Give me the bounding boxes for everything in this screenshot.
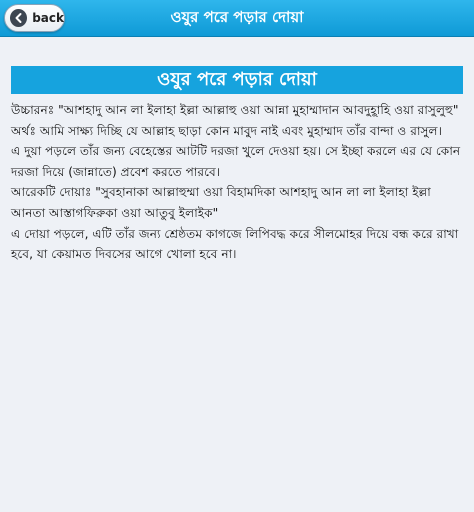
paragraph-virtue: এ দুয়া পড়লে তাঁর জন্য বেহেস্তের আটটি দরজা খুলে দেওয়া হয়। সে ইচ্ছা করলে এর যে কোন দরজা দিয়ে (জান্নাতে) প্রবেশ করতে পারবে। xyxy=(11,144,461,179)
page-title: ওযুর পরে পড়ার দোয়া xyxy=(170,8,304,26)
top-bar xyxy=(0,0,474,37)
paragraph-meaning: অর্থঃ আমি সাক্ষ্য দিচ্ছি যে আল্লাহ ছাড়া কোন মাবুদ নাই এবং মুহাম্মাদ তাঁর বান্দা ও রাসুল। xyxy=(11,123,442,138)
paragraph-pronunciation: উচ্চারনঃ "আশহাদু আন লা ইলাহা ইল্লা আল্লাহু ওয়া আন্না মুহাম্মাদান আবদুহূাহি ওয়া রাসুলুহু" xyxy=(11,103,459,117)
content-heading-text: ওযুর পরে পড়ার দোয়া xyxy=(157,68,317,90)
paragraph-second-dua: আরেকটি দোয়াঃ "সুবহানাকা আল্লাহুম্মা ওয়া বিহামদিকা আশহাদু আন লা লা ইলাহা ইল্লা আনতা আস্তাগফিরুকা ওয়া আতুবু ইলাইক" xyxy=(11,185,431,220)
content-heading xyxy=(11,66,463,94)
back-button-label: back xyxy=(32,11,64,25)
paragraph-second-virtue: এ দোয়া পড়লে, এটি তাঁর জন্য শ্রেষ্ঠতম কাগজে লিপিবদ্ধ করে সীলমোহর দিয়ে বন্ধ করে রাখা হবে, যা কেয়ামত দিবসের আগে খোলা হবে না। xyxy=(11,226,459,262)
dua-content xyxy=(11,100,467,265)
